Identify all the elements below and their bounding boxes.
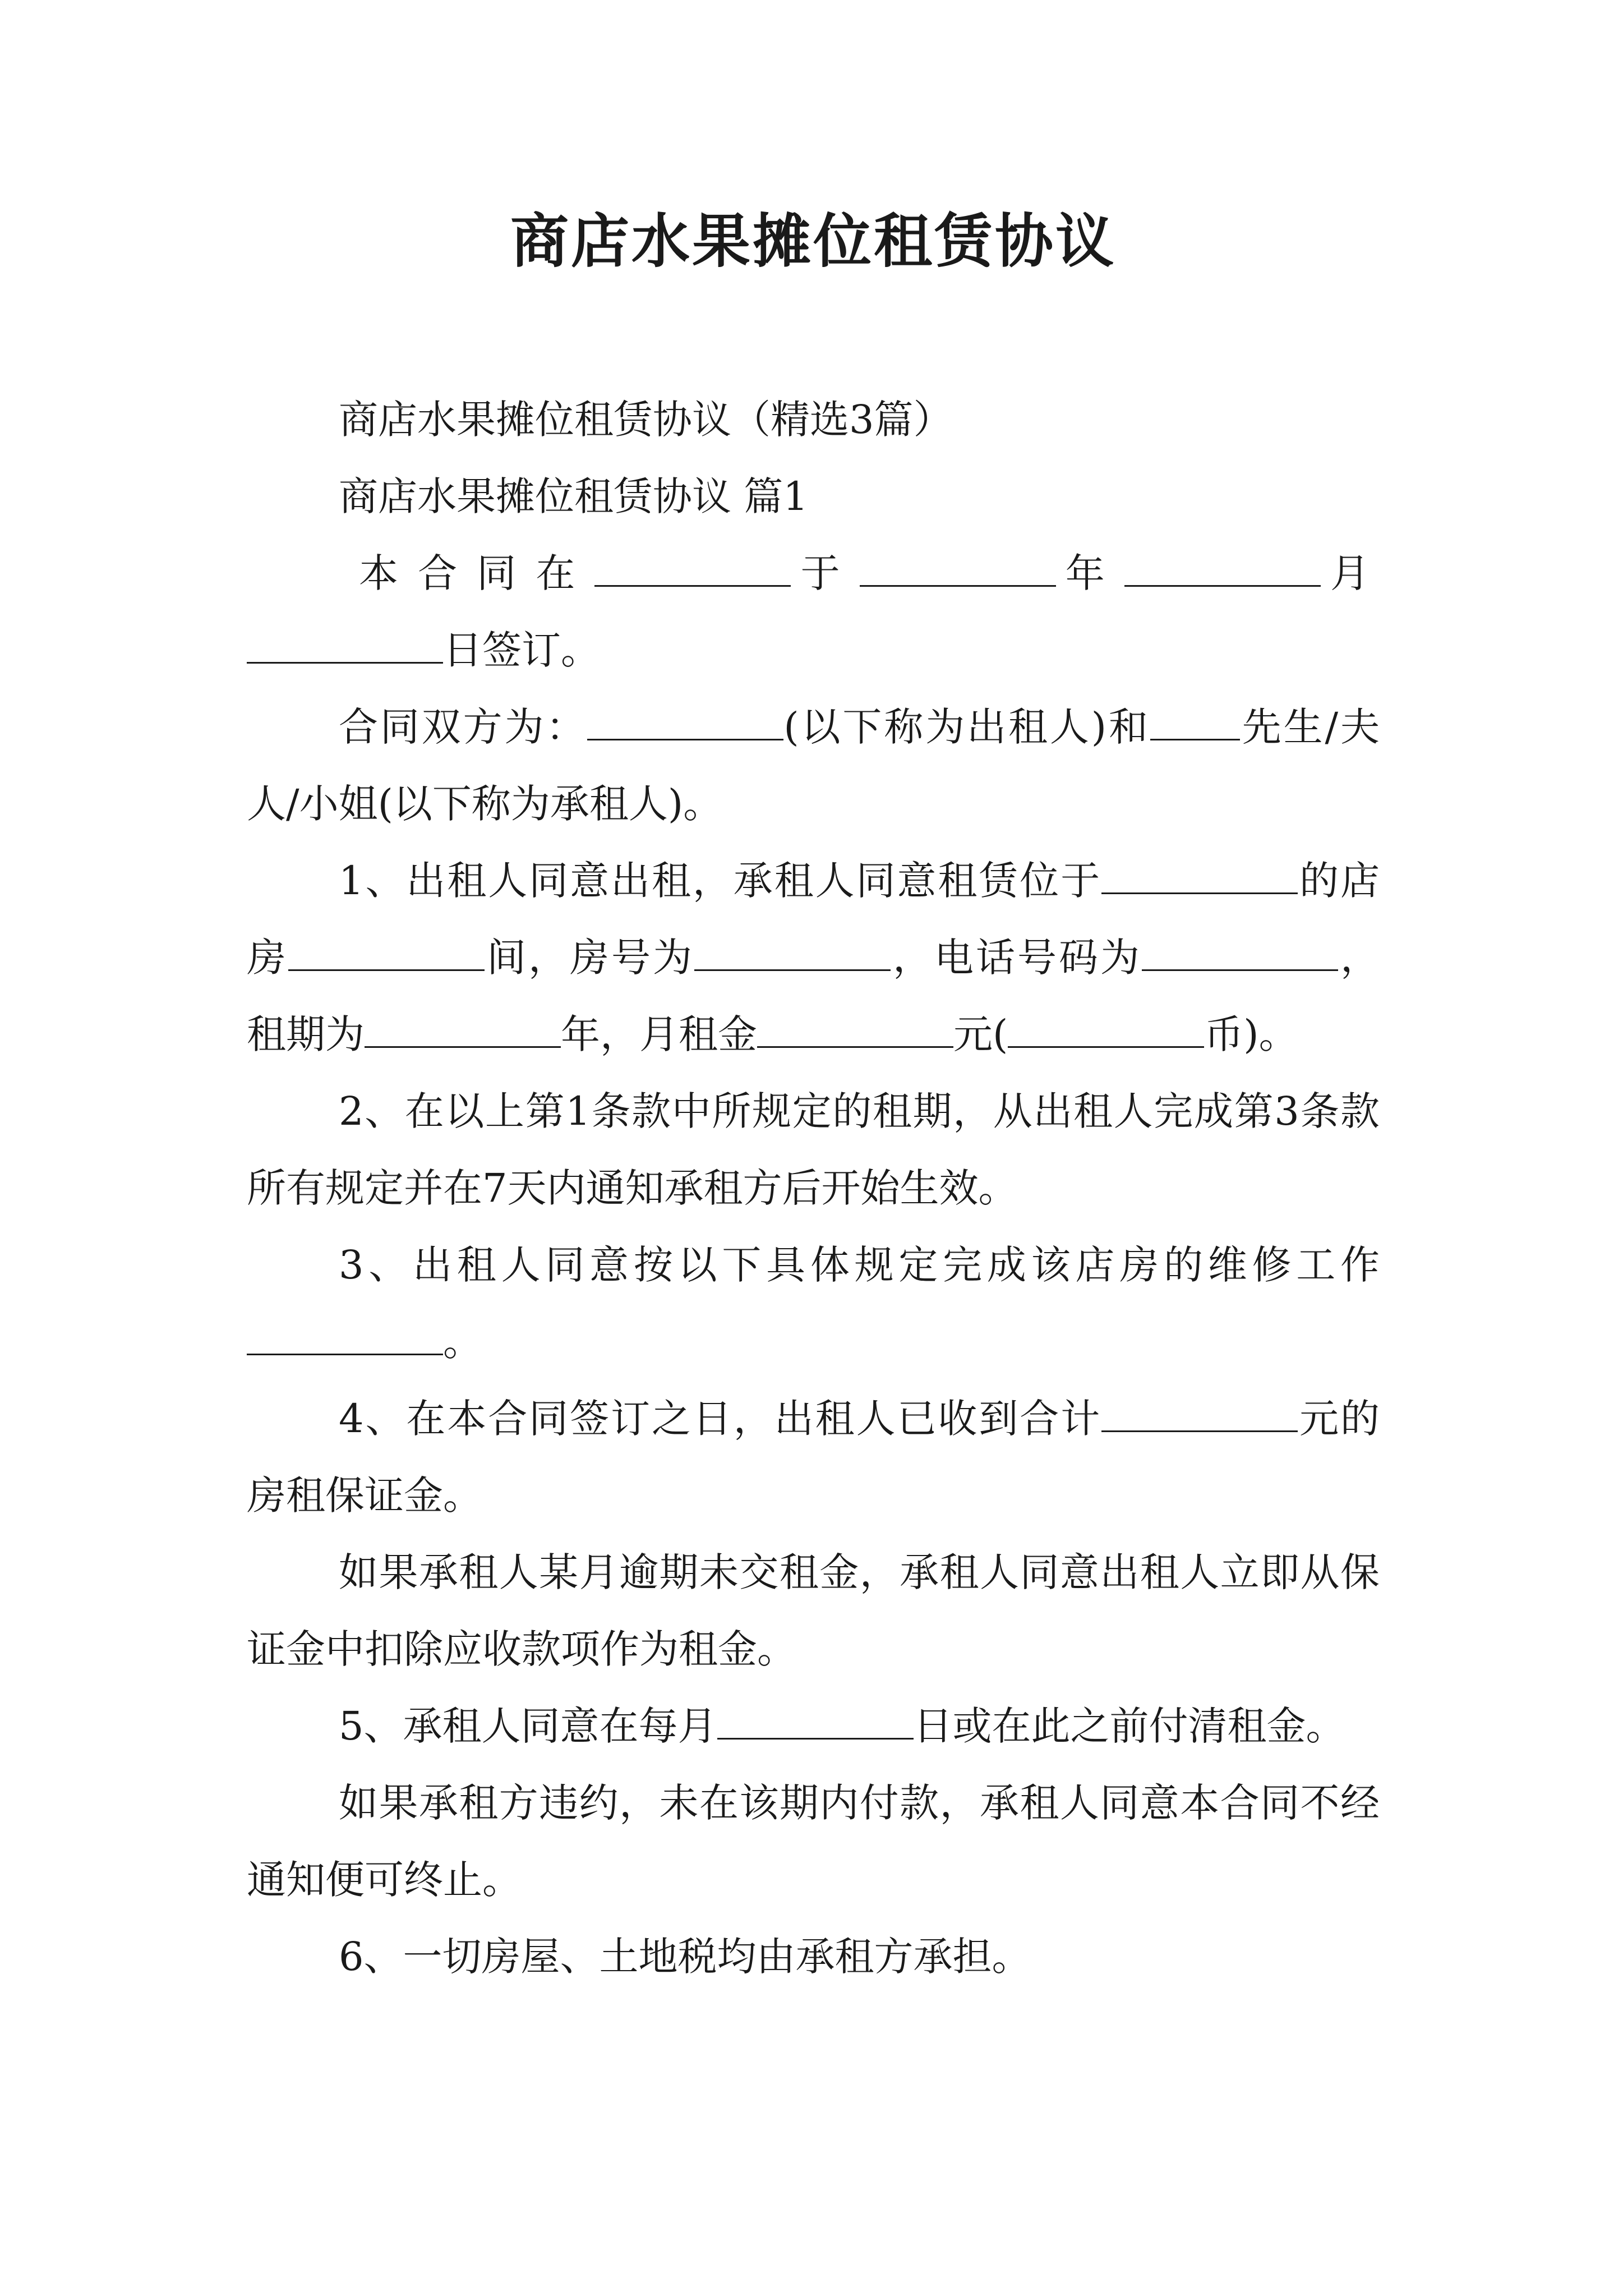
paragraph-parties (247, 689, 1380, 843)
blank-line (1124, 550, 1321, 587)
blank-line (247, 1318, 443, 1355)
text: 年 (1055, 550, 1124, 596)
blank-line (717, 1703, 914, 1740)
blank-line (1101, 857, 1298, 894)
clause-4 (247, 1381, 1380, 1534)
text: 月 (1320, 550, 1380, 596)
text: 年，月租金 (561, 1011, 757, 1057)
clause-3 (247, 1227, 1380, 1381)
blank-line (247, 627, 443, 664)
blank-line (1008, 1011, 1204, 1048)
clause-5-note: 如果承租方违约，未在该期内付款，承租人同意本合同不经通知便可终止。 (247, 1780, 1380, 1903)
text: 3、出租人同意按以下具体规定完成该店房的维修工作 (339, 1242, 1380, 1288)
blank-line (594, 550, 791, 587)
text: 先生/夫人/小姐(以下称为承租人)。 (247, 704, 1380, 827)
section-heading: 商店水果摊位租赁协议 篇1 (339, 473, 808, 519)
subtitle: 商店水果摊位租赁协议（精选3篇） (339, 397, 953, 443)
document-body (247, 381, 1380, 1995)
text: 的店房 (247, 858, 1380, 981)
text: 元( (953, 1011, 1008, 1057)
clause-4-note: 如果承租人某月逾期未交租金，承租人同意出租人立即从保证金中扣除应收款项作为租金。 (247, 1549, 1380, 1672)
blank-line (694, 934, 891, 971)
paragraph-signing (247, 535, 1380, 689)
text: 币)。 (1204, 1011, 1298, 1057)
text: 5、承租人同意在每月 (339, 1703, 717, 1749)
text: 日或在此之前付清租金。 (913, 1703, 1345, 1749)
blank-line (587, 703, 783, 740)
document-title: 商店水果摊位租赁协议 (510, 206, 1116, 275)
text: 4、在本合同签订之日，出租人已收到合计 (339, 1396, 1102, 1442)
text: 1、出租人同意出租，承租人同意租赁位于 (339, 858, 1102, 904)
text: ，租期为 (247, 935, 1380, 1057)
text: 本合同在 (359, 550, 595, 596)
text: 于 (791, 550, 860, 596)
text: ，电话号码为 (891, 935, 1142, 981)
clause-1 (247, 843, 1380, 1073)
blank-line (757, 1011, 953, 1048)
text: 日签订。 (443, 627, 600, 673)
blank-line (860, 550, 1056, 587)
text: (以下称为出租人)和 (783, 704, 1150, 750)
clause-2: 2、在以上第1条款中所规定的租期，从出租人完成第3条款所有规定并在7天内通知承租方后开始生效。 (247, 1088, 1380, 1211)
clause-5 (247, 1688, 1380, 1765)
text: 。 (443, 1319, 482, 1365)
blank-line (1101, 1395, 1298, 1432)
text: 元的房租保证金。 (247, 1396, 1380, 1519)
text: 合同双方为： (339, 704, 588, 750)
blank-line (1142, 934, 1338, 971)
text: 间，房号为 (485, 935, 694, 981)
document-page (247, 0, 1380, 2296)
blank-line (365, 1011, 561, 1048)
blank-line (288, 934, 485, 971)
blank-line (1150, 703, 1240, 740)
clause-6: 6、一切房屋、土地税均由承租方承担。 (339, 1934, 1031, 1980)
